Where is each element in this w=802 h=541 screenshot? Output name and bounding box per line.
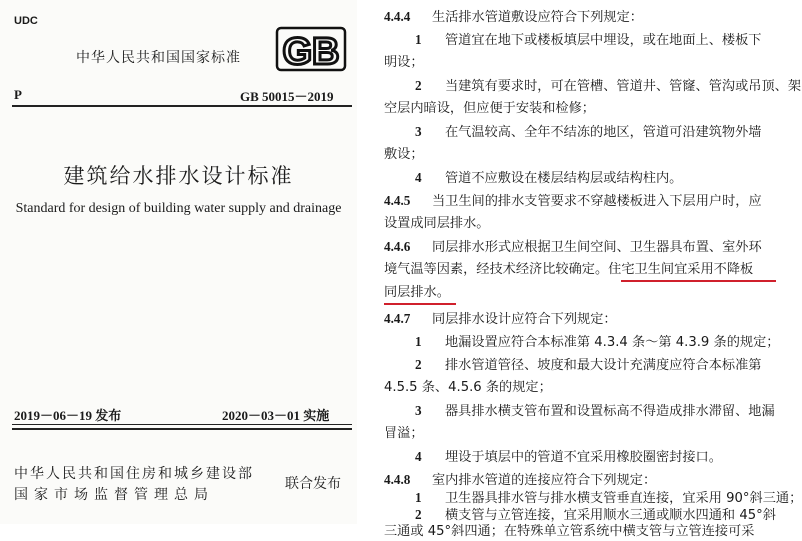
clause-4-4-8: 4.4.8 室内排水管道的连接应符合下列规定：	[384, 472, 657, 488]
item-line: 2 排水管道管径、坡度和最大设计充满度应符合本标准第	[415, 357, 762, 373]
clause-continuation: 设置成同层排水。	[384, 216, 490, 231]
item-line: 2 横支管与立管连接，宜采用顺水三通或顺水四通和 45°斜	[415, 507, 776, 523]
item-line: 4 埋设于填层中的管道不宜采用橡胶圈密封接口。	[415, 449, 722, 465]
gb-logo-icon	[275, 22, 347, 76]
clause-continuation: 同层排水。	[384, 285, 450, 300]
issue-date: 2019－06－19 发布	[14, 408, 122, 423]
publisher-line-1: 中华人民共和国住房和城乡建设部	[14, 466, 254, 482]
publisher-line-2: 国家市场监督管理总局	[14, 487, 214, 503]
standard-number: GB 50015－2019	[240, 89, 334, 104]
gb-logo-text: GB	[282, 31, 340, 73]
category-letter: P	[14, 87, 22, 102]
provisions-page	[357, 0, 802, 539]
clause-4-4-5: 4.4.5 当卫生间的排水支管要求不穿越楼板进入下层用户时，应	[384, 193, 762, 209]
joint-release-label: 联合发布	[285, 476, 341, 492]
highlight-underline	[384, 303, 456, 305]
item-continuation: 敷设；	[384, 147, 424, 162]
item-line: 1 地漏设置应符合本标准第 4.3.4 条～第 4.3.9 条的规定；	[415, 334, 780, 350]
highlight-underline	[621, 280, 776, 282]
clause-4-4-4: 4.4.4 生活排水管道敷设应符合下列规定：	[384, 9, 643, 25]
item-continuation: 空层内暗设，但应便于安装和检修；	[384, 101, 595, 116]
item-line: 4 管道不应敷设在楼层结构层或结构柱内。	[415, 170, 683, 186]
implement-date: 2020－03－01 实施	[222, 408, 330, 423]
clause-4-4-7: 4.4.7 同层排水设计应符合下列规定：	[384, 311, 617, 327]
clause-4-4-6: 4.4.6 同层排水形式应根据卫生间空间、卫生器具布置、室外环	[384, 239, 762, 255]
standard-cover	[0, 0, 357, 524]
cover-bottom-rule-thick	[12, 428, 352, 430]
country-standard-label: 中华人民共和国国家标准	[76, 50, 241, 66]
cover-title-en: Standard for design of building water supply and drainage	[15, 201, 342, 216]
clause-continuation: 境气温等因素，经技术经济比较确定。住宅卫生间宜采用不降板	[384, 262, 754, 277]
item-continuation: 三通或 45°斜四通；在特殊单立管系统中横支管与立管连接可采	[384, 524, 755, 539]
item-line: 2 当建筑有要求时，可在管槽、管道井、管窿、管沟或吊顶、架	[415, 78, 802, 94]
item-continuation: 冒溢；	[384, 426, 424, 441]
cover-top-rule	[12, 105, 352, 107]
udc-label: UDC	[14, 15, 38, 27]
item-line: 1 卫生器具排水管与排水横支管垂直连接，宜采用 90°斜三通；	[415, 490, 802, 506]
cover-title-cn: 建筑给水排水设计标准	[63, 164, 294, 188]
item-line: 3 在气温较高、全年不结冻的地区，管道可沿建筑物外墙	[415, 124, 762, 140]
item-continuation: 明设；	[384, 55, 424, 70]
item-continuation: 4.5.5 条、4.5.6 条的规定；	[384, 380, 552, 395]
item-line: 3 器具排水横支管布置和设置标高不得造成排水滞留、地漏	[415, 403, 775, 419]
item-line: 1 管道宜在地下或楼板填层中埋设，或在地面上、楼板下	[415, 32, 762, 48]
cover-bottom-rule-thin	[12, 424, 352, 425]
